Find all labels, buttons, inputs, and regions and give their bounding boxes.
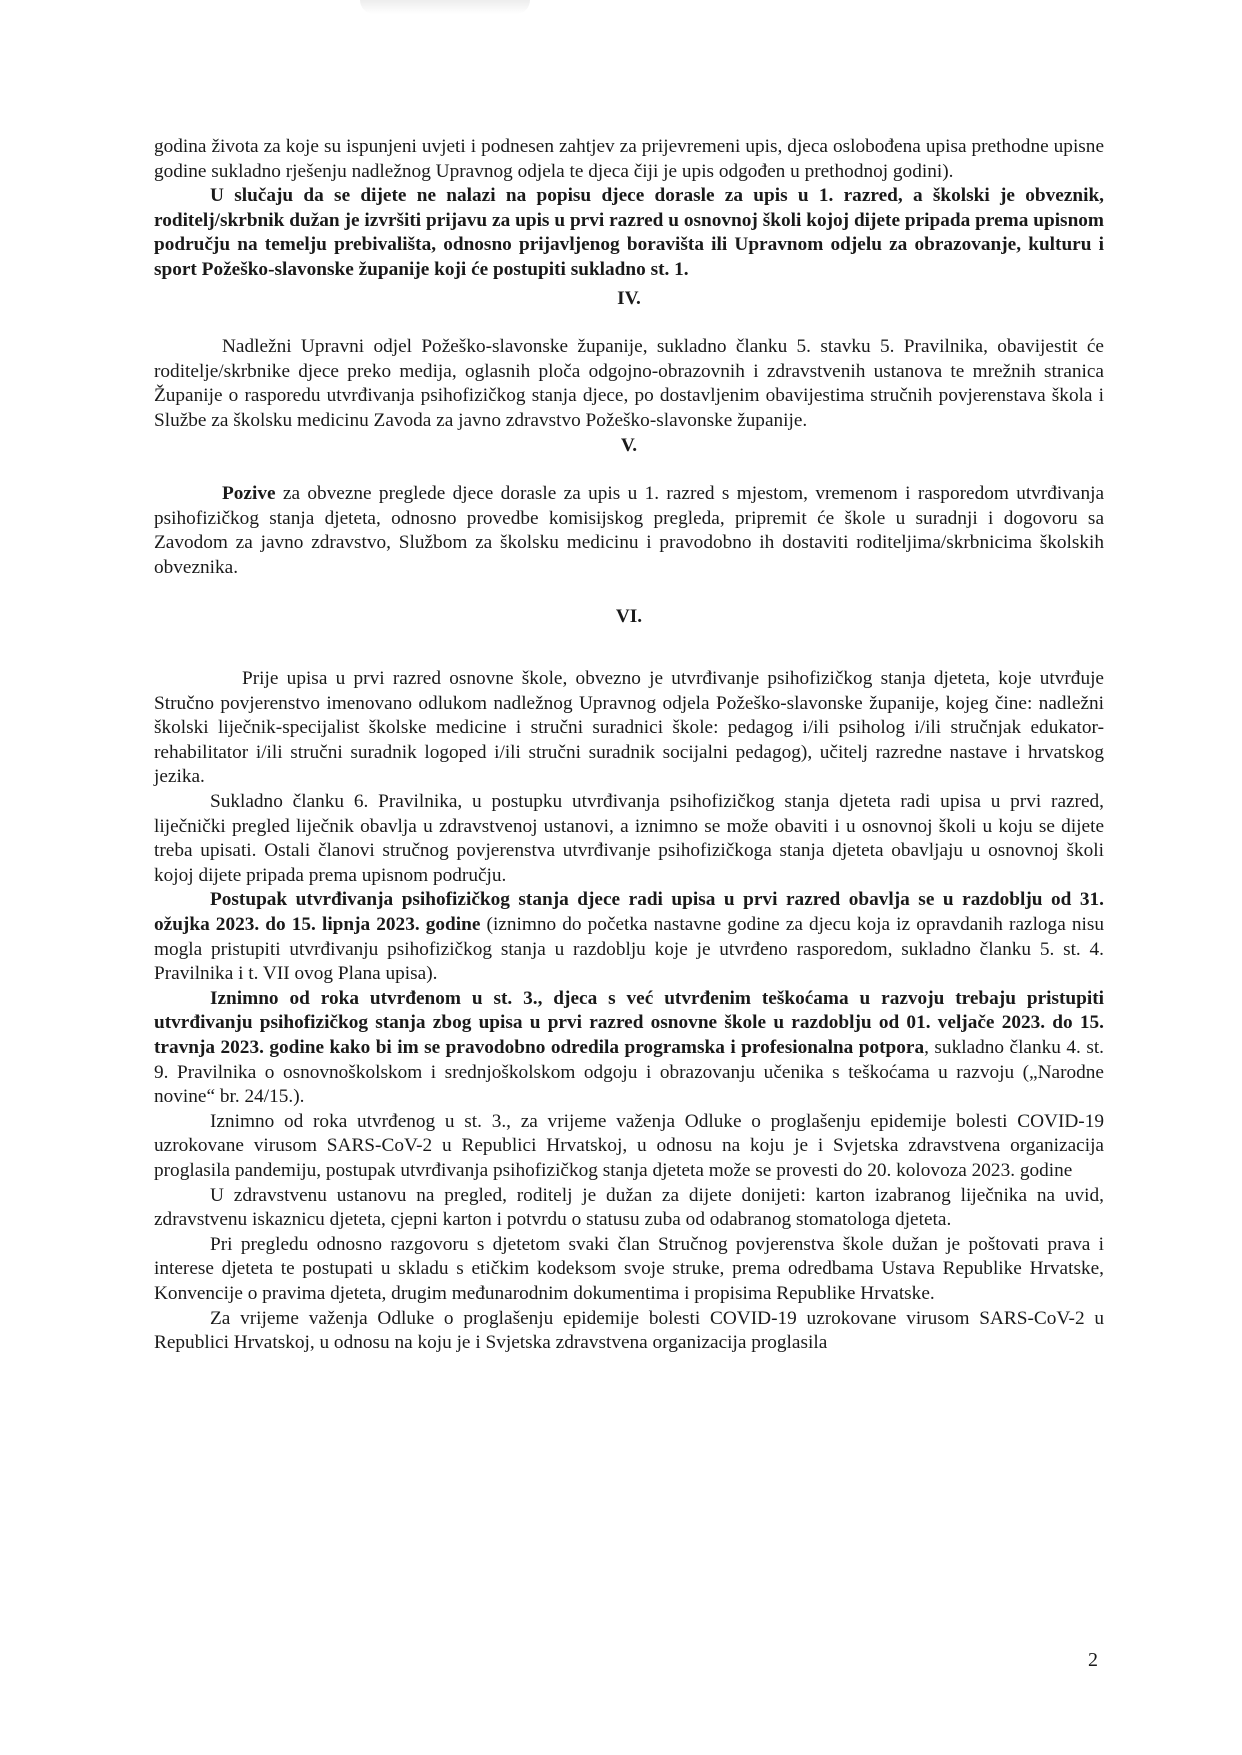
paragraph-intro-end: godina života za koje su ispunjeni uvjeti i podnesen zahtjev za prijevremeni upis, djeca oslobođena upisa prethodne upisne godine sukladno rješenju nadležnog Upravnog odjela te djeca čiji je upis odgođen u prethodnoj godini). — [154, 136, 1104, 182]
paragraph-vi-5: Iznimno od roka utvrđenog u st. 3., za vrijeme važenja Odluke o proglašenju epidemije bolesti COVID-19 uzrokovane virusom SARS-CoV-2 u Republici Hrvatskoj, u odnosu na koju je i Svjetska zdravstvena organizacija proglasila pandemiju, postupak utvrđivanja psihofizičkog stanja djeteta može se provesti do 20. kolovoza 2023. godine — [154, 1110, 1104, 1181]
paragraph-iv: Nadležni Upravni odjel Požeško-slavonske županije, sukladno članku 5. stavku 5. Pravilnika, obavijestit će roditelje/skrbnike djece preko medija, oglasnih ploča odgojno-obrazovnih i zdravstvenih ustanova te mrežnih stranica Županije o rasporedu utvrđivanja psihofizičkog stanja djece, po dostavljenim obavijestima stručnih povjerenstava škola i Službe za školsku medicinu Zavoda za javno zdravstvo Požeško-slavonske županije. — [154, 336, 1104, 431]
page-number: 2 — [1088, 1649, 1098, 1671]
paragraph-vi-7: Pri pregledu odnosno razgovoru s djetetom svaki član Stručnog povjerenstva škole dužan je poštovati prava i interese djeteta te postupati u skladu s etičkim kodeksom svoje struke, prema odredbama Ustava Republike Hrvatske, Konvencije o pravima djeteta, drugim međunarodnim dokumentima i propisima Republike Hrvatske. — [154, 1233, 1104, 1304]
spacer — [154, 581, 1104, 605]
paragraph-vi-4-bold: Iznimno od roka utvrđenom u st. 3., djeca s već utvrđenim teškoćama u razvoju trebaju pristupiti utvrđivanju psihofizičkog stanja zbog upisa u prvi razred osnovne škole u razdoblju od 01. veljače 2023. do 15. travnja 2023. godine kako bi im se pravodobno odredila programska i profesionalna potpora — [154, 987, 1104, 1058]
section-heading-v: V. — [620, 434, 638, 456]
paragraph-vi-3 — [154, 888, 1104, 986]
paragraph-v-bold: Pozive — [222, 483, 276, 505]
paragraph-vi-3-rest: (iznimno do početka nastavne godine za djecu koja iz opravdanih razloga nisu mogla pristupiti utvrđivanju psihofizičkog stanja u razdoblju koje je utvrđeno rasporedom, sukladno članku 5. st. 4. Pravilnika i t. VII ovog Plana upisa). — [154, 914, 1105, 985]
paragraph-v — [154, 482, 1104, 580]
paragraph-vi-2: Sukladno članku 6. Pravilnika, u postupku utvrđivanja psihofizičkog stanja djeteta radi upisa u prvi razred, liječnički pregled liječnik obavlja u zdravstvenoj ustanovi, a iznimno se može obaviti i u osnovnoj školi u koju se dijete treba upisati. Ostali članovi stručnog povjerenstva utvrđivanje psihofizičkoga stanja djeteta obavljaju u osnovnoj školi kojoj dijete pripada prema upisnom području. — [154, 791, 1104, 886]
document-page — [154, 135, 1104, 1356]
paragraph-vi-4 — [154, 987, 1104, 1110]
spacer — [154, 311, 1104, 335]
paragraph-vi-1: Prije upisa u prvi razred osnovne škole, obvezno je utvrđivanje psihofizičkog stanja djeteta, koje utvrđuje Stručno povjerenstvo imenovano odlukom nadležnog Upravnog odjela Požeško-slavonske županije, kojeg čine: nadležni školski liječnik-specijalist školske medicine i stručni suradnici škole: pedagog i/ili psiholog i/ili stručnjak edukator-rehabilitator i/ili stručni suradnik logoped i/ili stručni suradnik socijalni pedagog), učitelj razredne nastave i hrvatskog jezika. — [154, 668, 1104, 788]
paragraph-vi-3-bold: Postupak utvrđivanja psihofizičkog stanja djece radi upisa u prvi razred obavlja se u razdoblju od 31. ožujka 2023. do 15. lipnja 2023. godine — [154, 889, 1104, 936]
scan-shadow — [360, 0, 530, 14]
paragraph-vi-8: Za vrijeme važenja Odluke o proglašenju epidemije bolesti COVID-19 uzrokovane virusom SARS-CoV-2 u Republici Hrvatskoj, u odnosu na koju je i Svjetska zdravstvena organizacija proglasila — [154, 1307, 1104, 1354]
spacer — [154, 629, 1104, 653]
section-heading-iv: IV. — [617, 287, 641, 309]
paragraph-vi-4-rest: , sukladno članku 4. st. 9. Pravilnika o osnovnoškolskom i srednjoškolskom odgoju i obrazovanju učenika s teškoćama u razvoju („Narodne novine“ br. 24/15.). — [154, 1037, 1105, 1108]
spacer — [154, 653, 1104, 667]
paragraph-vi-6: U zdravstvenu ustanovu na pregled, roditelj je dužan za dijete donijeti: karton izabranog liječnika na uvid, zdravstvenu iskaznicu djeteta, cjepni karton i potvrdu o statusu zuba od odabranog stomatologa djeteta. — [154, 1184, 1104, 1231]
section-heading-vi: VI. — [615, 605, 643, 627]
paragraph-v-rest: za obvezne preglede djece dorasle za upis u 1. razred s mjestom, vremenom i rasporedom utvrđivanja psihofizičkog stanja djeteta, odnosno provedbe komisijskog pregleda, pripremit će škole u suradnji i dogovoru sa Zavodom za javno zdravstvo, Službom za školsku medicinu i pravodobno ih dostaviti roditeljima/skrbnicima školskih obveznika. — [154, 483, 1104, 578]
paragraph-bold-notice: U slučaju da se dijete ne nalazi na popisu djece dorasle za upis u 1. razred, a školski je obveznik, roditelj/skrbnik dužan je izvršiti prijavu za upis u prvi razred u osnovnoj školi kojoj dijete pripada prema upisnom području na temelju prebivališta, odnosno prijavljenog boravišta ili Upravnom odjelu za obrazovanje, kulturu i sport Požeško-slavonske županije koji će postupiti sukladno st. 1. — [154, 185, 1104, 280]
spacer — [154, 458, 1104, 482]
